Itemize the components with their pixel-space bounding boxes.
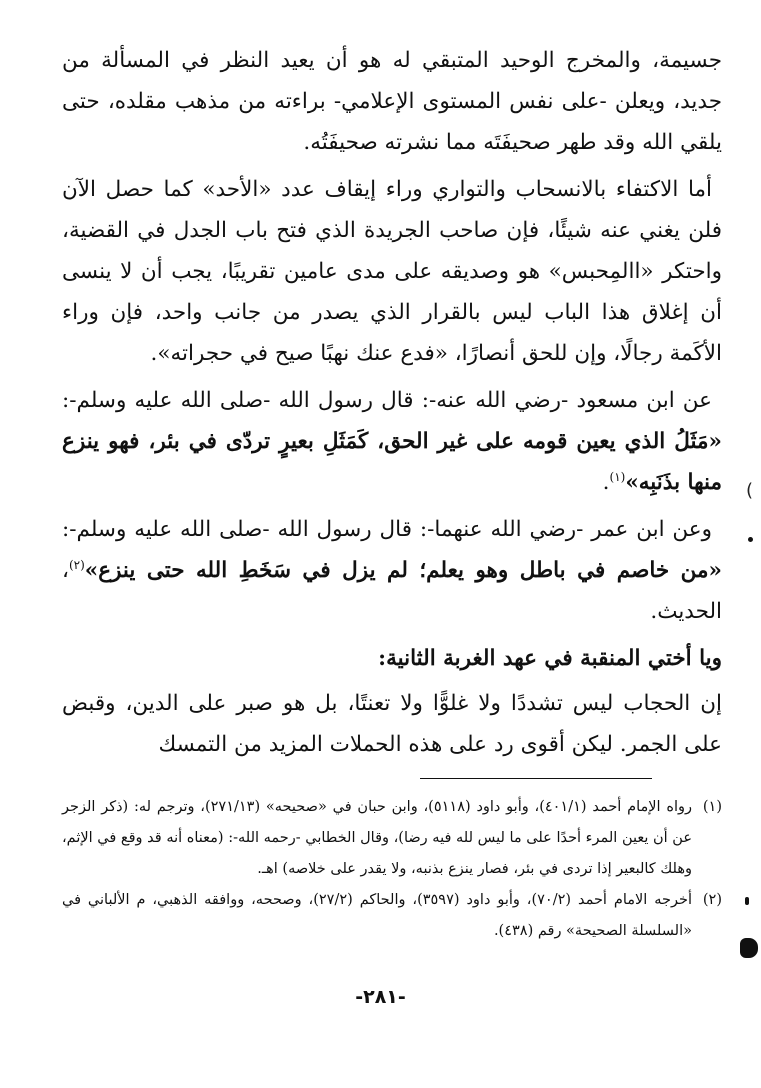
hadith-2-quote: «من خاصم في باطل وهو يعلم؛ لم يزل في سَخَطِ الله حتى ينزع» [84, 558, 722, 583]
footnote-2-text: أخرجه الامام أحمد (٧٠/٢)، وأبو داود (٣٥٩٧)، والحاكم (٢٧/٢)، وصححه، ووافقه الذهبي، م الألباني في «السلسلة الصحيحة» رقم (٤٣٨). [62, 892, 692, 939]
hadith-1-intro: عن ابن مسعود -رضي الله عنه-: قال رسول الله -صلى الله عليه وسلم-: [62, 388, 712, 413]
footnote-1-number: (١) [702, 799, 722, 815]
paragraph-1: جسيمة، والمخرج الوحيد المتبقي له هو أن يعيد النظر في المسألة من جديد، ويعلن -على نفس المستوى الإعلامي- براءته من مذهب مقلده، حتى يلقي الله وقد طهر صحيفَتَه مما نشرته صحيفَتُه. [62, 48, 722, 155]
footnote-ref-2[interactable]: (٢) [68, 557, 85, 572]
margin-tick-mark [745, 897, 749, 905]
footnotes [62, 792, 722, 947]
footnote-2-number: (٢) [702, 892, 722, 908]
footnote-ref-1[interactable]: (١) [609, 469, 626, 484]
paragraph-2-text: أما الاكتفاء بالانسحاب والتواري وراء إيقاف عدد «الأحد» كما حصل الآن فلن يغني عنه شيئًا، فإن صاحب الجريدة الذي فتح باب الجدل في القضية، واحتكر «االمِحبس» هو وصديقه على مدى عامين تقريبًا، يجب أن لا ينسى أن إغلاق هذا الباب ليس بالقرار الذي يصدر من جانب واحد، فإن وراء الأكَمة رجالًا، وإن للحق أنصارًا، «فدع عنك نهبًا صيح في حجراته». [62, 177, 722, 366]
paragraph-5: إن الحجاب ليس تشددًا ولا غلوًّا ولا تعنتًا، بل هو صبر على الدين، وقبض على الجمر. ليكن أقوى رد على هذه الحملات المزيد من التمسك [62, 691, 722, 757]
edge-blot-mark [740, 938, 758, 958]
page-body [62, 40, 722, 771]
page-number: -٢٨١- [355, 986, 406, 1008]
margin-dot-mark [748, 537, 753, 542]
hadith-2-end: ، الحديث. [62, 558, 722, 624]
hadith-1-end: . [602, 470, 610, 495]
hadith-1-quote: «مَثَلُ الذي يعين قومه على غير الحق، كَمَثَلِ بعيرٍ تردّى في بئر، فهو ينزع منها بذَنَبِه» [62, 429, 722, 495]
hadith-2 [62, 509, 722, 632]
hadith-2-intro: وعن ابن عمر -رضي الله عنهما-: قال رسول الله -صلى الله عليه وسلم-: [62, 517, 712, 542]
hadith-1 [62, 380, 722, 503]
paragraph-2 [62, 169, 722, 374]
footnote-1 [62, 792, 722, 885]
footnote-divider [420, 778, 652, 779]
footnote-1-text: رواه الإمام أحمد (٤٠١/١)، وأبو داود (٥١١٨)، وابن حبان في «صحيحه» (٢٧١/١٣)، وترجم له: (ذكر الزجر عن أن يعين المرء أحدًا على ما ليس لله فيه رضا)، وقال الخطابي -رحمه الله-: (معناه أنه قد وقع في الإثم، وهلك كالبعير إذا تردى في بئر، فصار ينزع بذنبه، ولا يقدر على خلاصه) اهـ. [62, 799, 692, 877]
section-heading: ويا أختي المنقبة في عهد الغربة الثانية: [378, 646, 722, 671]
footnote-2 [62, 885, 722, 947]
margin-paren-mark: ( [746, 480, 754, 501]
